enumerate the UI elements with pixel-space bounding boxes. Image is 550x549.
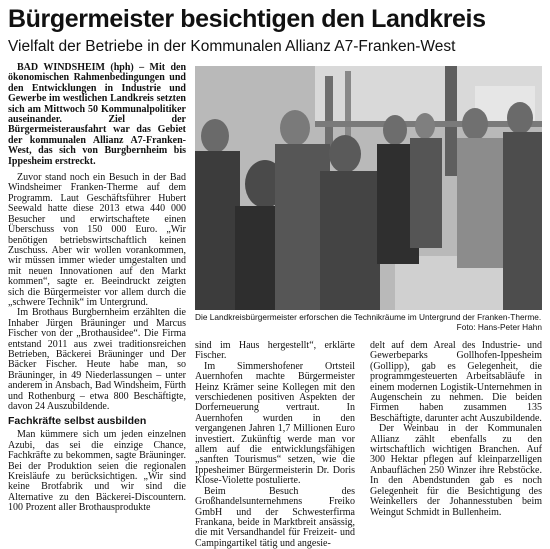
article-column-2 [195, 341, 355, 549]
lead-text: Mit den ökonomischen Rahmenbedingungen und den Entwicklungen in Industrie und Gewerbe im westlichen Landkreis setzten sich am Mittwoch 50 Kommunalpolitiker auseinander. Ziel der Bürgermeisterausfahrt war das Gebiet der kommunalen Allianz A7-Franken-West, das sich von Burgbernheim bis Ippesheim erstreckt. [8, 62, 187, 167]
photo-credit: Foto: Hans-Peter Hahn [456, 322, 542, 332]
group-photo-image [195, 66, 542, 310]
section-subhead: Fachkräfte selbst ausbilden [8, 415, 147, 428]
caption-text: Die Landkreisbürgermeister erforschen die Technikräume im Untergrund der Franken-Therme. [195, 312, 542, 322]
body-paragraph: Der Weinbau in der Kommunalen Allianz zählt ebenfalls zu den wirtschaftlich wichtigen Branchen. Auf 300 Hektar pflegen auf kleinparzelligen Anbauflächen 250 Winzer ihre Rebstöcke. In den Abendstunden gab es noch Gelegenheit für die Besichtigung des Weinkellers der Johannesstuben beim Weingut Schmidt in Bullenheim. [370, 423, 542, 518]
article-photo [195, 66, 542, 310]
article-headline: Bürgermeister besichtigen den Landkreis [8, 5, 486, 33]
body-paragraph: Zuvor stand noch ein Besuch in der Bad Windsheimer Franken-Therme auf dem Programm. Laut Geschäftsführer Hubert Seewald hatte diese 2013 etwa 440 000 Besucher und erwirtschaftete einen Überschuss von 150 000 Euro. „Wir benötigen betriebswirtschaftlich keinen Zuschuss. Aber wir wollen vorankommen, wir müssen immer wieder umgestalten und mit neuen Innovationen auf den Markt kommen“, sagte er. Beeindruckt zeigten sich die Bürgermeister vor allem durch die „schwere Technik“ im Untergrund. [8, 172, 186, 308]
article-column-1 [8, 63, 186, 514]
body-paragraph: Man kümmere sich um jeden einzelnen Azubi, das sei die einzige Chance, Fachkräfte zu bekommen, sagte Bräuninger. Bei der Produktion seien die regionalen Kreisläufe zu berücksichtigen. „Wir sind keine Brotfabrik und wir sind die Alternative zu den Bäckerei-Discountern. 100 Prozent aller Brothausprodukte [8, 429, 186, 514]
dateline: BAD WINDSHEIM (hph) – [17, 62, 150, 73]
article-column-3 [370, 341, 542, 518]
photo-caption [195, 312, 542, 332]
body-paragraph: delt auf dem Areal des Industrie- und Gewerbeparks Gollhofen-Ippesheim (Gollipp), gab es Gelegenheit, die programmgesteuerten Arbeitsabläufe in einem modernen Logistik-Unternehmen in Augenschein zu nehmen. Die beiden Firmen haben zusammen 135 Beschäftigte, darunter acht Auszubildende. [370, 340, 542, 424]
body-paragraph: Beim Besuch des Großhandelsunternehmens Freiko GmbH und der Schwesterfirma Frankana, beide in Marktbreit ansässig, die mit Versandhandel für Freizeit- und Campingartikel tätig und angesie- [195, 485, 355, 549]
body-paragraph: Im Brothaus Burgbernheim erzählten die Inhaber Jürgen Bräuninger und Marcus Fischer von der „Brothausidee“. Die Firma entstand 2011 aus zwei traditionsreichen Betrieben, Bäckerei Bräuninger und Der Bäcker Fischer. Heute habe man, so Bräuninger, in 49 Niederlassungen – unter anderem in Ansbach, Bad Windsheim, Fürth und Rothenburg – etwa 800 Beschäftigte, davon 24 Auszubildende. [8, 307, 186, 412]
body-paragraph: Im Simmershofener Ortsteil Auernhofen machte Bürgermeister Heinz Krämer seine Kollegen mit den verschiedenen positiven Aspekten der Dorferneuerung vertraut. In Auernhofen wurden in den vergangenen Jahren 1,7 Millionen Euro investiert. Zukünftig werde man vor allem auf die entwicklungsfähigen „sanften Tourismus“ setzen, wie die Ippesheimer Bürgermeisterin Dr. Doris Klose-Violette postulierte. [195, 360, 355, 487]
lead-paragraph [8, 63, 186, 167]
body-paragraph: sind im Haus hergestellt“, erklärte Fischer. [195, 340, 355, 362]
article-subheadline: Vielfalt der Betriebe in der Kommunalen Allianz A7-Franken-West [8, 38, 456, 55]
